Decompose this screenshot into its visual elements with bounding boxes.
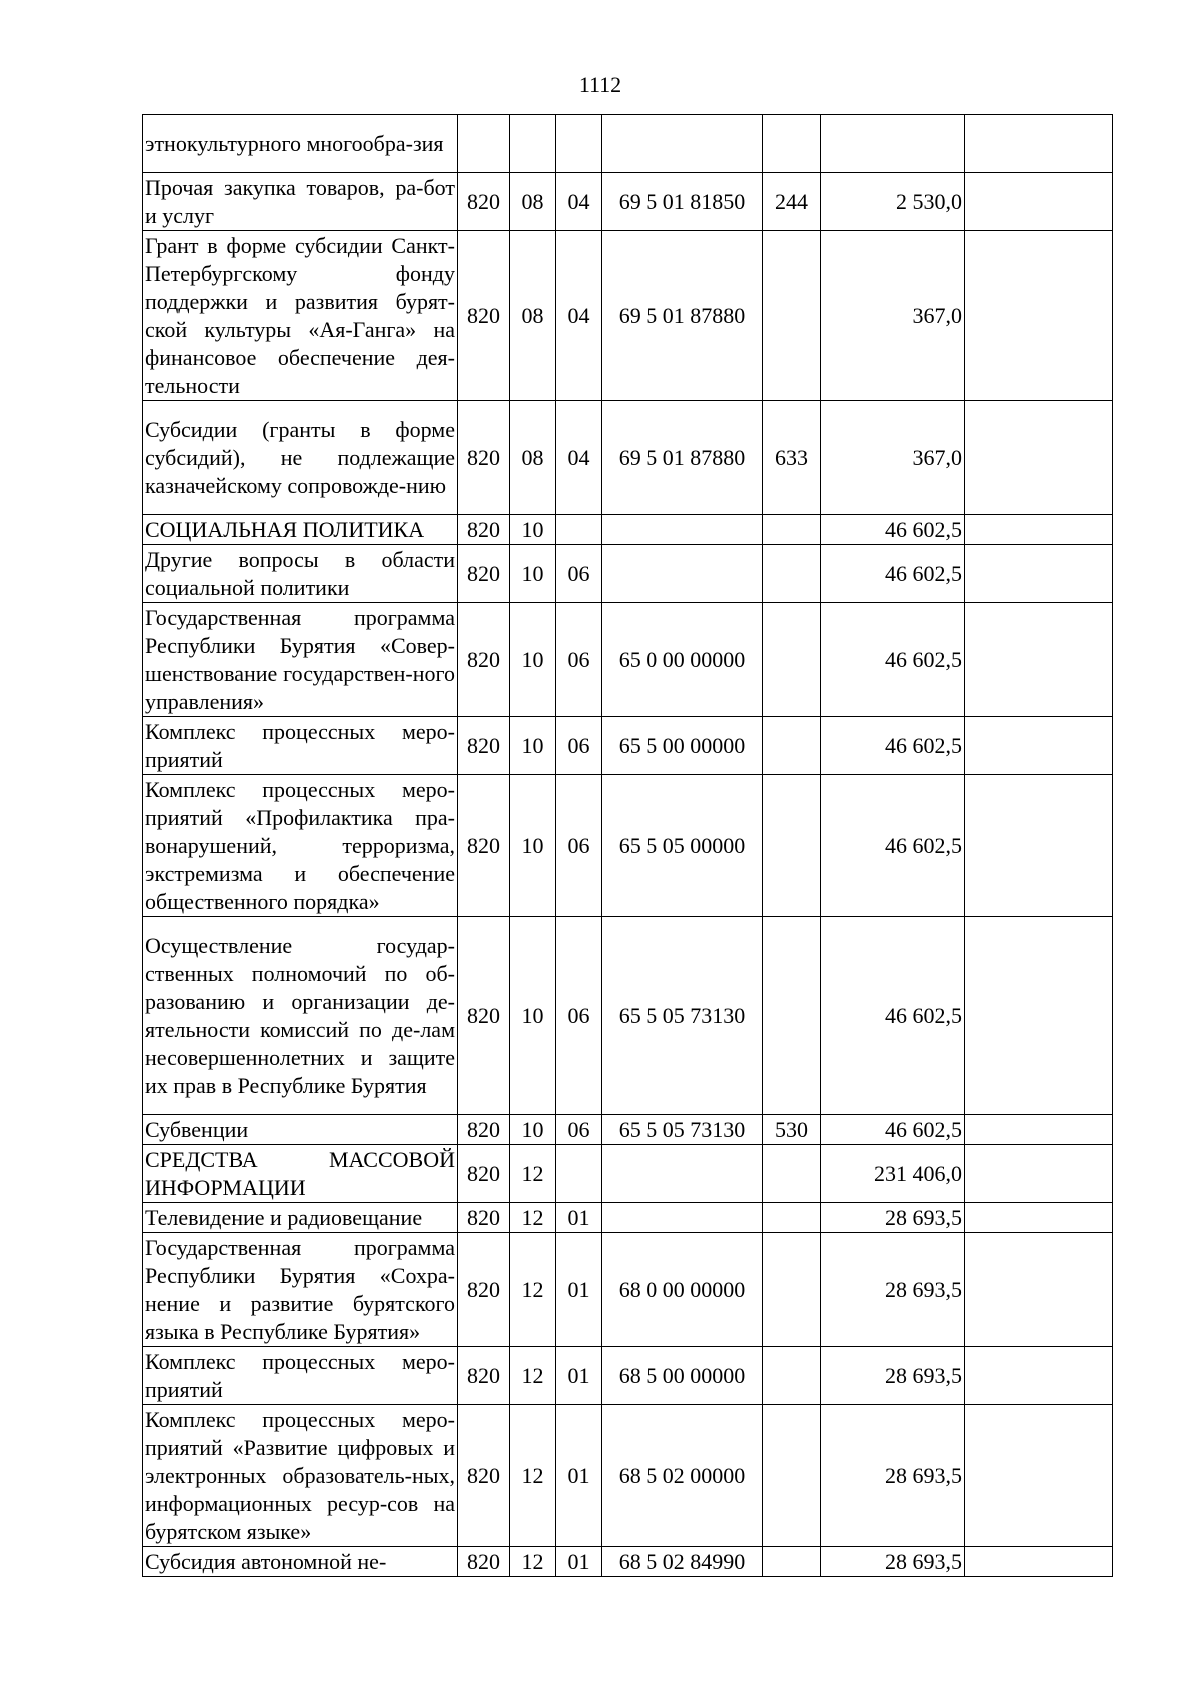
item-name-cell: этнокультурного многообра-зия	[143, 115, 458, 173]
ministry-code-cell: 820	[458, 1145, 510, 1203]
amount-cell: 46 602,5	[821, 603, 965, 717]
empty-cell	[965, 1347, 1113, 1405]
target-item-code-cell: 69 5 01 81850	[602, 173, 763, 231]
target-item-code-cell	[602, 1145, 763, 1203]
table-row	[143, 1115, 1113, 1145]
expense-type-code-cell	[763, 1347, 821, 1405]
table-row	[143, 1203, 1113, 1233]
subsection-code-cell: 01	[556, 1203, 602, 1233]
subsection-code-cell: 06	[556, 717, 602, 775]
page-number: 1112	[578, 72, 622, 97]
target-item-code-cell: 65 5 00 00000	[602, 717, 763, 775]
subsection-code-cell	[556, 115, 602, 173]
target-item-code-cell	[602, 115, 763, 173]
empty-cell	[965, 401, 1113, 515]
table-row	[143, 545, 1113, 603]
empty-cell	[965, 545, 1113, 603]
section-code-cell: 12	[510, 1347, 556, 1405]
target-item-code-cell: 68 0 00 00000	[602, 1233, 763, 1347]
expense-type-code-cell	[763, 717, 821, 775]
expense-type-code-cell	[763, 231, 821, 401]
item-name-cell: Комплекс процессных меро-приятий	[143, 1347, 458, 1405]
target-item-code-cell: 68 5 02 00000	[602, 1405, 763, 1547]
budget-table-body	[143, 115, 1113, 1577]
empty-cell	[965, 1115, 1113, 1145]
empty-cell	[965, 1405, 1113, 1547]
empty-cell	[965, 231, 1113, 401]
ministry-code-cell: 820	[458, 515, 510, 545]
item-name-cell: Комплекс процессных меро-приятий «Профилактика пра-вонарушений, терроризма, экстремизма и обеспечение общественного порядка»	[143, 775, 458, 917]
item-name-cell: Осуществление государ-ственных полномочий по об-разованию и организации де-ятельности комиссий по де-лам несовершеннолетних и защите их прав в Республике Бурятия	[143, 917, 458, 1115]
empty-cell	[965, 115, 1113, 173]
amount-cell: 28 693,5	[821, 1347, 965, 1405]
empty-cell	[965, 917, 1113, 1115]
item-name-cell: Государственная программа Республики Бурятия «Сохра-нение и развитие бурятского языка в Республике Бурятия»	[143, 1233, 458, 1347]
expense-type-code-cell	[763, 1145, 821, 1203]
section-code-cell: 10	[510, 917, 556, 1115]
empty-cell	[965, 1547, 1113, 1577]
section-code-cell: 12	[510, 1405, 556, 1547]
target-item-code-cell: 69 5 01 87880	[602, 231, 763, 401]
table-row	[143, 1347, 1113, 1405]
target-item-code-cell: 65 5 05 00000	[602, 775, 763, 917]
ministry-code-cell: 820	[458, 545, 510, 603]
ministry-code-cell: 820	[458, 231, 510, 401]
table-row	[143, 231, 1113, 401]
expense-type-code-cell	[763, 1547, 821, 1577]
table-row	[143, 917, 1113, 1115]
section-code-cell: 12	[510, 1547, 556, 1577]
section-code-cell: 10	[510, 1115, 556, 1145]
item-name-cell: Другие вопросы в области социальной политики	[143, 545, 458, 603]
expense-type-code-cell: 244	[763, 173, 821, 231]
section-code-cell: 12	[510, 1145, 556, 1203]
subsection-code-cell: 01	[556, 1405, 602, 1547]
amount-cell: 28 693,5	[821, 1203, 965, 1233]
ministry-code-cell: 820	[458, 1115, 510, 1145]
subsection-code-cell: 01	[556, 1347, 602, 1405]
subsection-code-cell: 06	[556, 775, 602, 917]
expense-type-code-cell	[763, 917, 821, 1115]
subsection-code-cell: 01	[556, 1233, 602, 1347]
empty-cell	[965, 775, 1113, 917]
ministry-code-cell: 820	[458, 603, 510, 717]
amount-cell: 367,0	[821, 231, 965, 401]
amount-cell: 28 693,5	[821, 1547, 965, 1577]
target-item-code-cell: 68 5 00 00000	[602, 1347, 763, 1405]
table-row	[143, 115, 1113, 173]
ministry-code-cell: 820	[458, 1347, 510, 1405]
table-row	[143, 603, 1113, 717]
section-code-cell: 10	[510, 515, 556, 545]
ministry-code-cell	[458, 115, 510, 173]
section-code-cell	[510, 115, 556, 173]
ministry-code-cell: 820	[458, 1203, 510, 1233]
item-name-cell: Государственная программа Республики Бурятия «Совер-шенствование государствен-ного управления»	[143, 603, 458, 717]
target-item-code-cell: 69 5 01 87880	[602, 401, 763, 515]
amount-cell: 46 602,5	[821, 717, 965, 775]
subsection-code-cell: 06	[556, 917, 602, 1115]
expense-type-code-cell	[763, 515, 821, 545]
ministry-code-cell: 820	[458, 1405, 510, 1547]
empty-cell	[965, 515, 1113, 545]
table-row	[143, 401, 1113, 515]
expense-type-code-cell: 633	[763, 401, 821, 515]
target-item-code-cell	[602, 515, 763, 545]
ministry-code-cell: 820	[458, 1233, 510, 1347]
amount-cell: 28 693,5	[821, 1233, 965, 1347]
subsection-code-cell: 06	[556, 1115, 602, 1145]
expense-type-code-cell	[763, 115, 821, 173]
item-name-cell: СОЦИАЛЬНАЯ ПОЛИТИКА	[143, 515, 458, 545]
table-row	[143, 515, 1113, 545]
ministry-code-cell: 820	[458, 775, 510, 917]
ministry-code-cell: 820	[458, 401, 510, 515]
amount-cell: 46 602,5	[821, 917, 965, 1115]
table-row	[143, 717, 1113, 775]
section-code-cell: 10	[510, 775, 556, 917]
subsection-code-cell	[556, 515, 602, 545]
target-item-code-cell: 65 5 05 73130	[602, 917, 763, 1115]
amount-cell: 28 693,5	[821, 1405, 965, 1547]
item-name-cell: Прочая закупка товаров, ра-бот и услуг	[143, 173, 458, 231]
subsection-code-cell: 06	[556, 603, 602, 717]
subsection-code-cell: 04	[556, 401, 602, 515]
target-item-code-cell	[602, 1203, 763, 1233]
item-name-cell: Телевидение и радиовещание	[143, 1203, 458, 1233]
item-name-cell: Субвенции	[143, 1115, 458, 1145]
section-code-cell: 08	[510, 173, 556, 231]
amount-cell: 46 602,5	[821, 515, 965, 545]
ministry-code-cell: 820	[458, 717, 510, 775]
expense-type-code-cell: 530	[763, 1115, 821, 1145]
subsection-code-cell: 06	[556, 545, 602, 603]
section-code-cell: 10	[510, 717, 556, 775]
expense-type-code-cell	[763, 603, 821, 717]
target-item-code-cell: 65 0 00 00000	[602, 603, 763, 717]
table-row	[143, 173, 1113, 231]
section-code-cell: 08	[510, 401, 556, 515]
amount-cell: 367,0	[821, 401, 965, 515]
section-code-cell: 12	[510, 1203, 556, 1233]
table-row	[143, 775, 1113, 917]
item-name-cell: Субсидия автономной не-	[143, 1547, 458, 1577]
table-row	[143, 1405, 1113, 1547]
section-code-cell: 08	[510, 231, 556, 401]
subsection-code-cell: 01	[556, 1547, 602, 1577]
subsection-code-cell	[556, 1145, 602, 1203]
expense-type-code-cell	[763, 1405, 821, 1547]
amount-cell: 46 602,5	[821, 545, 965, 603]
amount-cell	[821, 115, 965, 173]
empty-cell	[965, 1145, 1113, 1203]
amount-cell: 231 406,0	[821, 1145, 965, 1203]
item-name-cell: Субсидии (гранты в форме субсидий), не подлежащие казначейскому сопровожде-нию	[143, 401, 458, 515]
empty-cell	[965, 717, 1113, 775]
section-code-cell: 10	[510, 603, 556, 717]
empty-cell	[965, 173, 1113, 231]
empty-cell	[965, 603, 1113, 717]
amount-cell: 46 602,5	[821, 775, 965, 917]
target-item-code-cell: 68 5 02 84990	[602, 1547, 763, 1577]
expense-type-code-cell	[763, 1233, 821, 1347]
empty-cell	[965, 1203, 1113, 1233]
expense-type-code-cell	[763, 1203, 821, 1233]
expense-type-code-cell	[763, 545, 821, 603]
item-name-cell: Комплекс процессных меро-приятий «Развитие цифровых и электронных образователь-ных, информационных ресур-сов на бурятском языке»	[143, 1405, 458, 1547]
subsection-code-cell: 04	[556, 231, 602, 401]
amount-cell: 2 530,0	[821, 173, 965, 231]
item-name-cell: Комплекс процессных меро-приятий	[143, 717, 458, 775]
table-row	[143, 1547, 1113, 1577]
item-name-cell: Грант в форме субсидии Санкт-Петербургскому фонду поддержки и развития бурят-ской культуры «Ая-Ганга» на финансовое обеспечение дея-тельности	[143, 231, 458, 401]
target-item-code-cell: 65 5 05 73130	[602, 1115, 763, 1145]
table-row	[143, 1233, 1113, 1347]
ministry-code-cell: 820	[458, 1547, 510, 1577]
ministry-code-cell: 820	[458, 917, 510, 1115]
ministry-code-cell: 820	[458, 173, 510, 231]
target-item-code-cell	[602, 545, 763, 603]
subsection-code-cell: 04	[556, 173, 602, 231]
empty-cell	[965, 1233, 1113, 1347]
expense-type-code-cell	[763, 775, 821, 917]
table-row	[143, 1145, 1113, 1203]
item-name-cell: СРЕДСТВА МАССОВОЙ ИНФОРМАЦИИ	[143, 1145, 458, 1203]
section-code-cell: 12	[510, 1233, 556, 1347]
amount-cell: 46 602,5	[821, 1115, 965, 1145]
budget-table	[142, 114, 1113, 1577]
section-code-cell: 10	[510, 545, 556, 603]
